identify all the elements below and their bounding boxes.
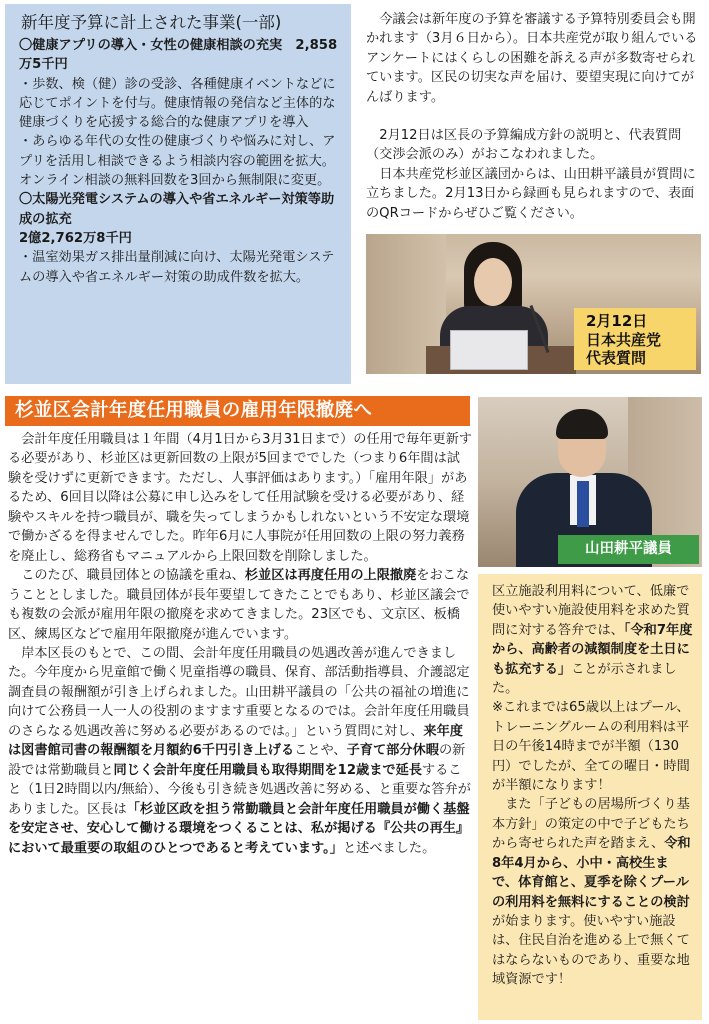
budget-item1-text-b: ・あらゆる年代の女性の健康づくりや悩みに対し、アプリを活用し相談できるよう相談内容の範囲を拡大。オンライン相談の無料回数を3回から無制限に変更。 xyxy=(19,134,336,189)
caption1-line3: 代表質問 xyxy=(586,349,647,367)
budget-title: 新年度予算に計上された事業(一部) xyxy=(21,13,282,32)
article-body xyxy=(8,430,473,858)
photo1-caption xyxy=(574,308,696,370)
budget-item1-heading: 〇健康アプリの導入・女性の健康相談の充実 2,858万5千円 xyxy=(19,38,338,73)
photo-representative-question xyxy=(366,234,701,374)
budget-item1-text-a: ・歩数、検（健）診の受診、各種健康イベントなどに応じてポイントを付与。健康情報の発信など主体的な健康づくりを応援する総合的な健康アプリを導入 xyxy=(19,76,336,131)
budget-item2-amount: 2億2,762万8千円 xyxy=(19,230,132,246)
intro-para1: 今議会は新年度の予算を審議する予算特別委員会も開かれます（3月６日から）。日本共産党が取り組んでいるアンケートにはくらしの困難を訴える声が多数寄せられています。区民の切実な声を届け、要望実現に向けてがんばります。 xyxy=(366,12,698,105)
article-para3: 岸本区長のもとで、この間、会計年度任用職員の処遇改善が進んできました。今年度から児童館で働く児童指導の職員、保育、部活動指導員、介護認定調査員の報酬額が引き上げられました。山田耕平議員の「公共の福祉の増進に向けて公務員一人一人の役割のますます重要となるのでは。会計年度任用職員のさらなる処遇改善に努める必要があるのでは。」という質問に対し、来年度は図書館司書の報酬額を月額約6千円引き上げることや、子育て部分休暇の新設では常勤職員と同じく会計年度任用職員も取得期間を12歳まで延長すること（1日2時間以内/無給）、今後も引き続き処遇改善に努める、と重要な答弁がありました。区長は「杉並区政を担う常勤職員と会計年度任用職員が働く基盤を安定させ、安心して働ける環境をつくることは、私が掲げる『公共の再生』において最重要の取組のひとつであると考えています。」と述べました。 xyxy=(8,645,471,856)
budget-item2-text: ・温室効果ガス排出量削減に向け、太陽光発電システムの導入や省エネルギー対策の助成件数を拡大。 xyxy=(19,250,335,285)
photo2-caption: 山田耕平議員 xyxy=(558,535,699,564)
facility-fee-box xyxy=(478,574,702,1020)
laptop-icon xyxy=(450,330,528,370)
sidebar-para2: また「子どもの居場所づくり基本方針」の策定の中で子どもたちから寄せられた声を踏まえ、令和8年4月から、小中・高校生まで、体育館と、夏季を除くプールの利用料を無料にすることの検討が始まります。使いやすい施設は、住民自治を進める上で無くてはならないものであり、重要な地域資源です！ xyxy=(492,797,691,988)
caption1-line1: 2月12日 xyxy=(586,312,648,330)
intro-text xyxy=(366,10,700,223)
caption1-line2: 日本共産党 xyxy=(586,330,662,349)
budget-item2-heading: 〇太陽光発電システムの導入や省エネルギー対策等助成の拡充 xyxy=(19,192,335,227)
sidebar-para1: 区立施設利用料について、低廉で使いやすい施設使用料を求めた質問に対する答弁では、「令和7年度から、高齢者の減額制度を土日にも拡充する」ことが示されました。 xyxy=(492,584,693,697)
intro-para2: 2月12日は区長の予算編成方針の説明と、代表質問（交渉会派のみ）がおこなわれました。 xyxy=(366,128,682,163)
budget-box xyxy=(5,4,351,384)
article-para1: 会計年度任用職員は１年間（4月1日から3月31日まで）の任用で毎年更新する必要があり、杉並区は更新回数の上限が5回まででした（つまり6年間は試験を受けずに更新できます。ただし、人事評価はあります。）「雇用年限」があるため、6回目以降は公募に申し込みをして任用試験を受ける必要があり、経験やスキルを持つ職員が、職を失ってしまうかもしれないという不安定な環境で働かざるを得ませんでした。昨年6月に人事院が任用回数の上限の努力義務を廃止し、総務省もマニュアルから上限回数を削除しました。 xyxy=(8,432,472,564)
section-banner: 杉並区会計年度任用職員の雇用年限撤廃へ xyxy=(5,396,470,426)
photo-yamada xyxy=(478,397,702,567)
sidebar-note: ※これまでは65歳以上はプール、トレーニングルームの利用料は平日の午後14時までが半額（130円）でしたが、全ての曜日・時間が半額になります！ xyxy=(492,700,690,794)
article-para2: このたび、職員団体との協議を重ね、杉並区は再度任用の上限撤廃をおこなうこととしました。職員団体が長年要望してきたことでもあり、杉並区議会でも複数の会派が雇用年限の撤廃を求めてきました。23区でも、文京区、板橋区、練馬区などで雇用年限撤廃が進んでいます。 xyxy=(8,568,470,642)
intro-para3: 日本共産党杉並区議団からは、山田耕平議員が質問に立ちました。2月13日から録画も見られますので、表面のQRコードからぜひご覧ください。 xyxy=(366,166,696,221)
